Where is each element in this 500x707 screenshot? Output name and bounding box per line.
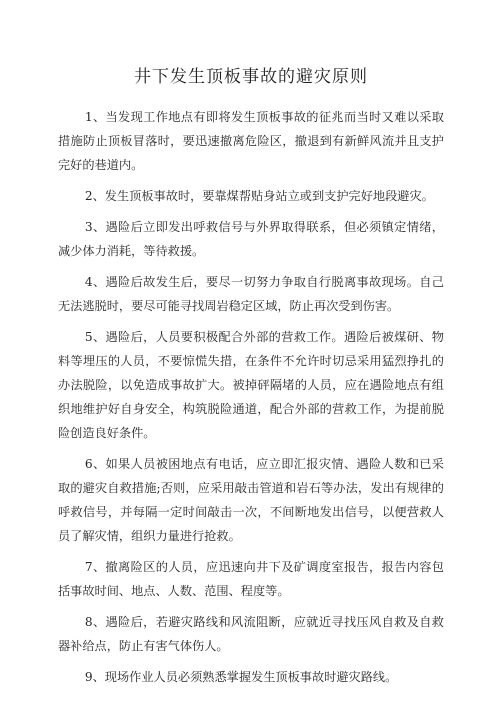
paragraph-5: 5、遇险后，人员要积极配合外部的营救工作。遇险后被煤研、物料等埋压的人员，不要惊慌失措，在条件不允许时切忌采用猛烈挣扎的办法脱险，以免造成事故扩大。被掉砰隔堵的人员，应在遇险地点有组织地维护好自身安全，构筑脱险通道，配合外部的营救工作，为提前脱险创造良好条件。	[58, 330, 444, 440]
paragraph-2: 2、发生顶板事故时，要靠煤帮贴身站立或到支护完好地段避灾。	[84, 189, 434, 203]
paragraph-3: 3、遇险后立即发出呼救信号与外界取得联系，但必须镇定情绪，减少体力消耗，等待救援。	[58, 220, 444, 258]
paragraph-6: 6、如果人员被困地点有电话，应立即汇报灾情、遇险人数和已采取的避灾自救措施;否则，应采用敲击管道和岩石等办法，发出有规律的呼救信号，并每隔一定时间敲击一次，不间断地发出信号，以便营救人员了解灾情，组织力量进行抢救。	[58, 457, 444, 543]
paragraph-4: 4、遇险后故发生后，要尽一切努力争取自行脱离事故现场。自己无法逃脱时，要尽可能寻找周岩稳定区域，防止再次受到伤害。	[58, 275, 444, 313]
paragraph-1: 1、当发现工作地点有即将发生顶板事故的征兆而当时又难以采取措施防止顶板冒落时，要迅速撤离危险区，撤退到有新鲜风流并且支护完好的巷道内。	[58, 110, 444, 172]
paragraph-9: 9、现场作业人员必须熟悉掌握发生顶板事故时避灾路线。	[84, 670, 398, 684]
document-title: 井下发生顶板事故的避灾原则	[134, 67, 368, 87]
paragraph-8: 8、遇险后，若避灾路线和风流阻断，应就近寻找压风自救及自救器补给点，防止有害气体伤人。	[58, 615, 444, 653]
paragraph-7: 7、撤离险区的人员，应迅速向井下及矿调度室报告，报告内容包括事故时间、地点、人数、范围、程度等。	[58, 560, 444, 598]
